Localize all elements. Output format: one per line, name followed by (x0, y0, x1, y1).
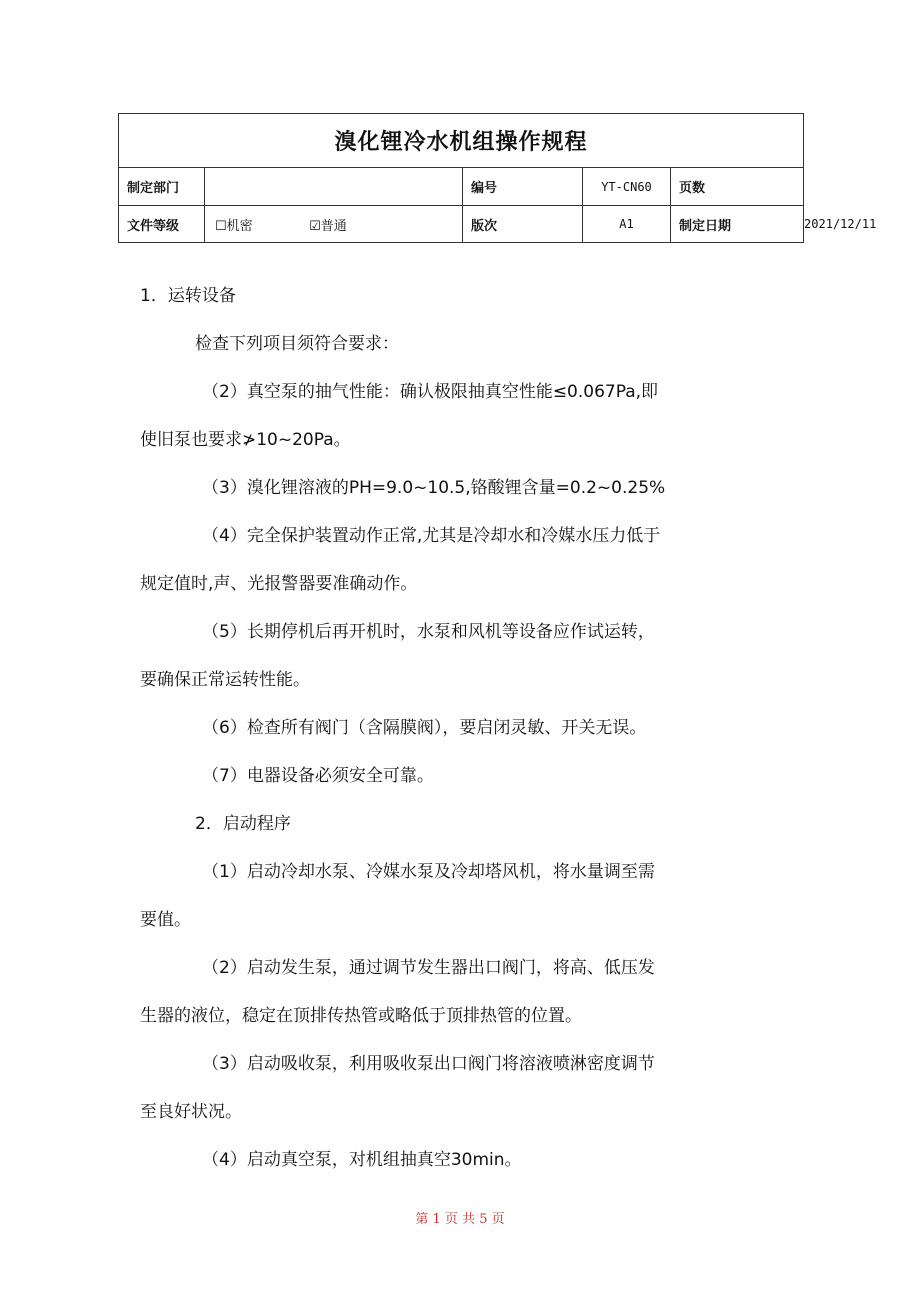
body-line: 要值。 (140, 910, 191, 930)
level-option-normal[interactable]: ☑普通 (309, 218, 347, 234)
document-body (140, 272, 780, 1184)
code-label: 编号 (463, 168, 583, 206)
body-line: （6）检查所有阀门（含隔膜阀），要启闭灵敏、开关无误。 (202, 718, 647, 738)
section-heading: 2．启动程序 (195, 814, 291, 834)
body-line: （3）溴化锂溶液的PH=9.0~10.5,铬酸锂含量=0.2~0.25% (202, 478, 666, 498)
version-value: A1 (583, 206, 671, 243)
section-heading: 1．运转设备 (140, 286, 236, 306)
body-line: 使旧泵也要求≯10~20Pa。 (140, 430, 351, 450)
body-line: （7）电器设备必须安全可靠。 (202, 766, 434, 786)
level-option-confidential[interactable]: ☐机密 (215, 218, 253, 234)
dept-value (205, 168, 463, 206)
body-line: （4）完全保护装置动作正常,尤其是冷却水和冷媒水压力低于 (202, 526, 661, 546)
body-line: 生器的液位，稳定在顶排传热管或略低于顶排热管的位置。 (140, 1006, 582, 1026)
body-line: （4）启动真空泵，对机组抽真空30min。 (202, 1150, 522, 1170)
body-line: （2）启动发生泵，通过调节发生器出口阀门，将高、低压发 (202, 958, 655, 978)
document-header-table: 溴化锂冷水机组操作规程 制定部门 编号 YT-CN60 页数 文件等级 ☐机密 ☑普通 版次 A1 制定日期 2021/12/11 (118, 113, 804, 243)
page-footer: 第 1 页 共 5 页 (415, 1212, 505, 1227)
checkbox-empty-icon: ☐ (215, 218, 227, 234)
level-label: 文件等级 (119, 206, 205, 243)
body-line: 至良好状况。 (140, 1102, 242, 1122)
dept-label: 制定部门 (119, 168, 205, 206)
level-options (205, 206, 463, 243)
body-line: 要确保正常运转性能。 (140, 670, 310, 690)
body-line: 规定值时,声、光报警器要准确动作。 (140, 574, 418, 594)
date-label: 制定日期 (671, 206, 804, 243)
version-label: 版次 (463, 206, 583, 243)
code-value: YT-CN60 (583, 168, 671, 206)
body-line: （5）长期停机后再开机时，水泵和风机等设备应作试运转， (202, 622, 655, 642)
document-title: 溴化锂冷水机组操作规程 (119, 114, 804, 168)
body-line: （1）启动冷却水泵、冷媒水泵及冷却塔风机，将水量调至需 (202, 862, 655, 882)
checkbox-checked-icon: ☑ (309, 218, 321, 234)
body-line: （3）启动吸收泵，利用吸收泵出口阀门将溶液喷淋密度调节 (202, 1054, 655, 1074)
pages-label: 页数 (671, 168, 804, 206)
body-line: 检查下列项目须符合要求： (195, 334, 399, 354)
body-line: （2）真空泵的抽气性能：确认极限抽真空性能≤0.067Pa,即 (202, 382, 659, 402)
